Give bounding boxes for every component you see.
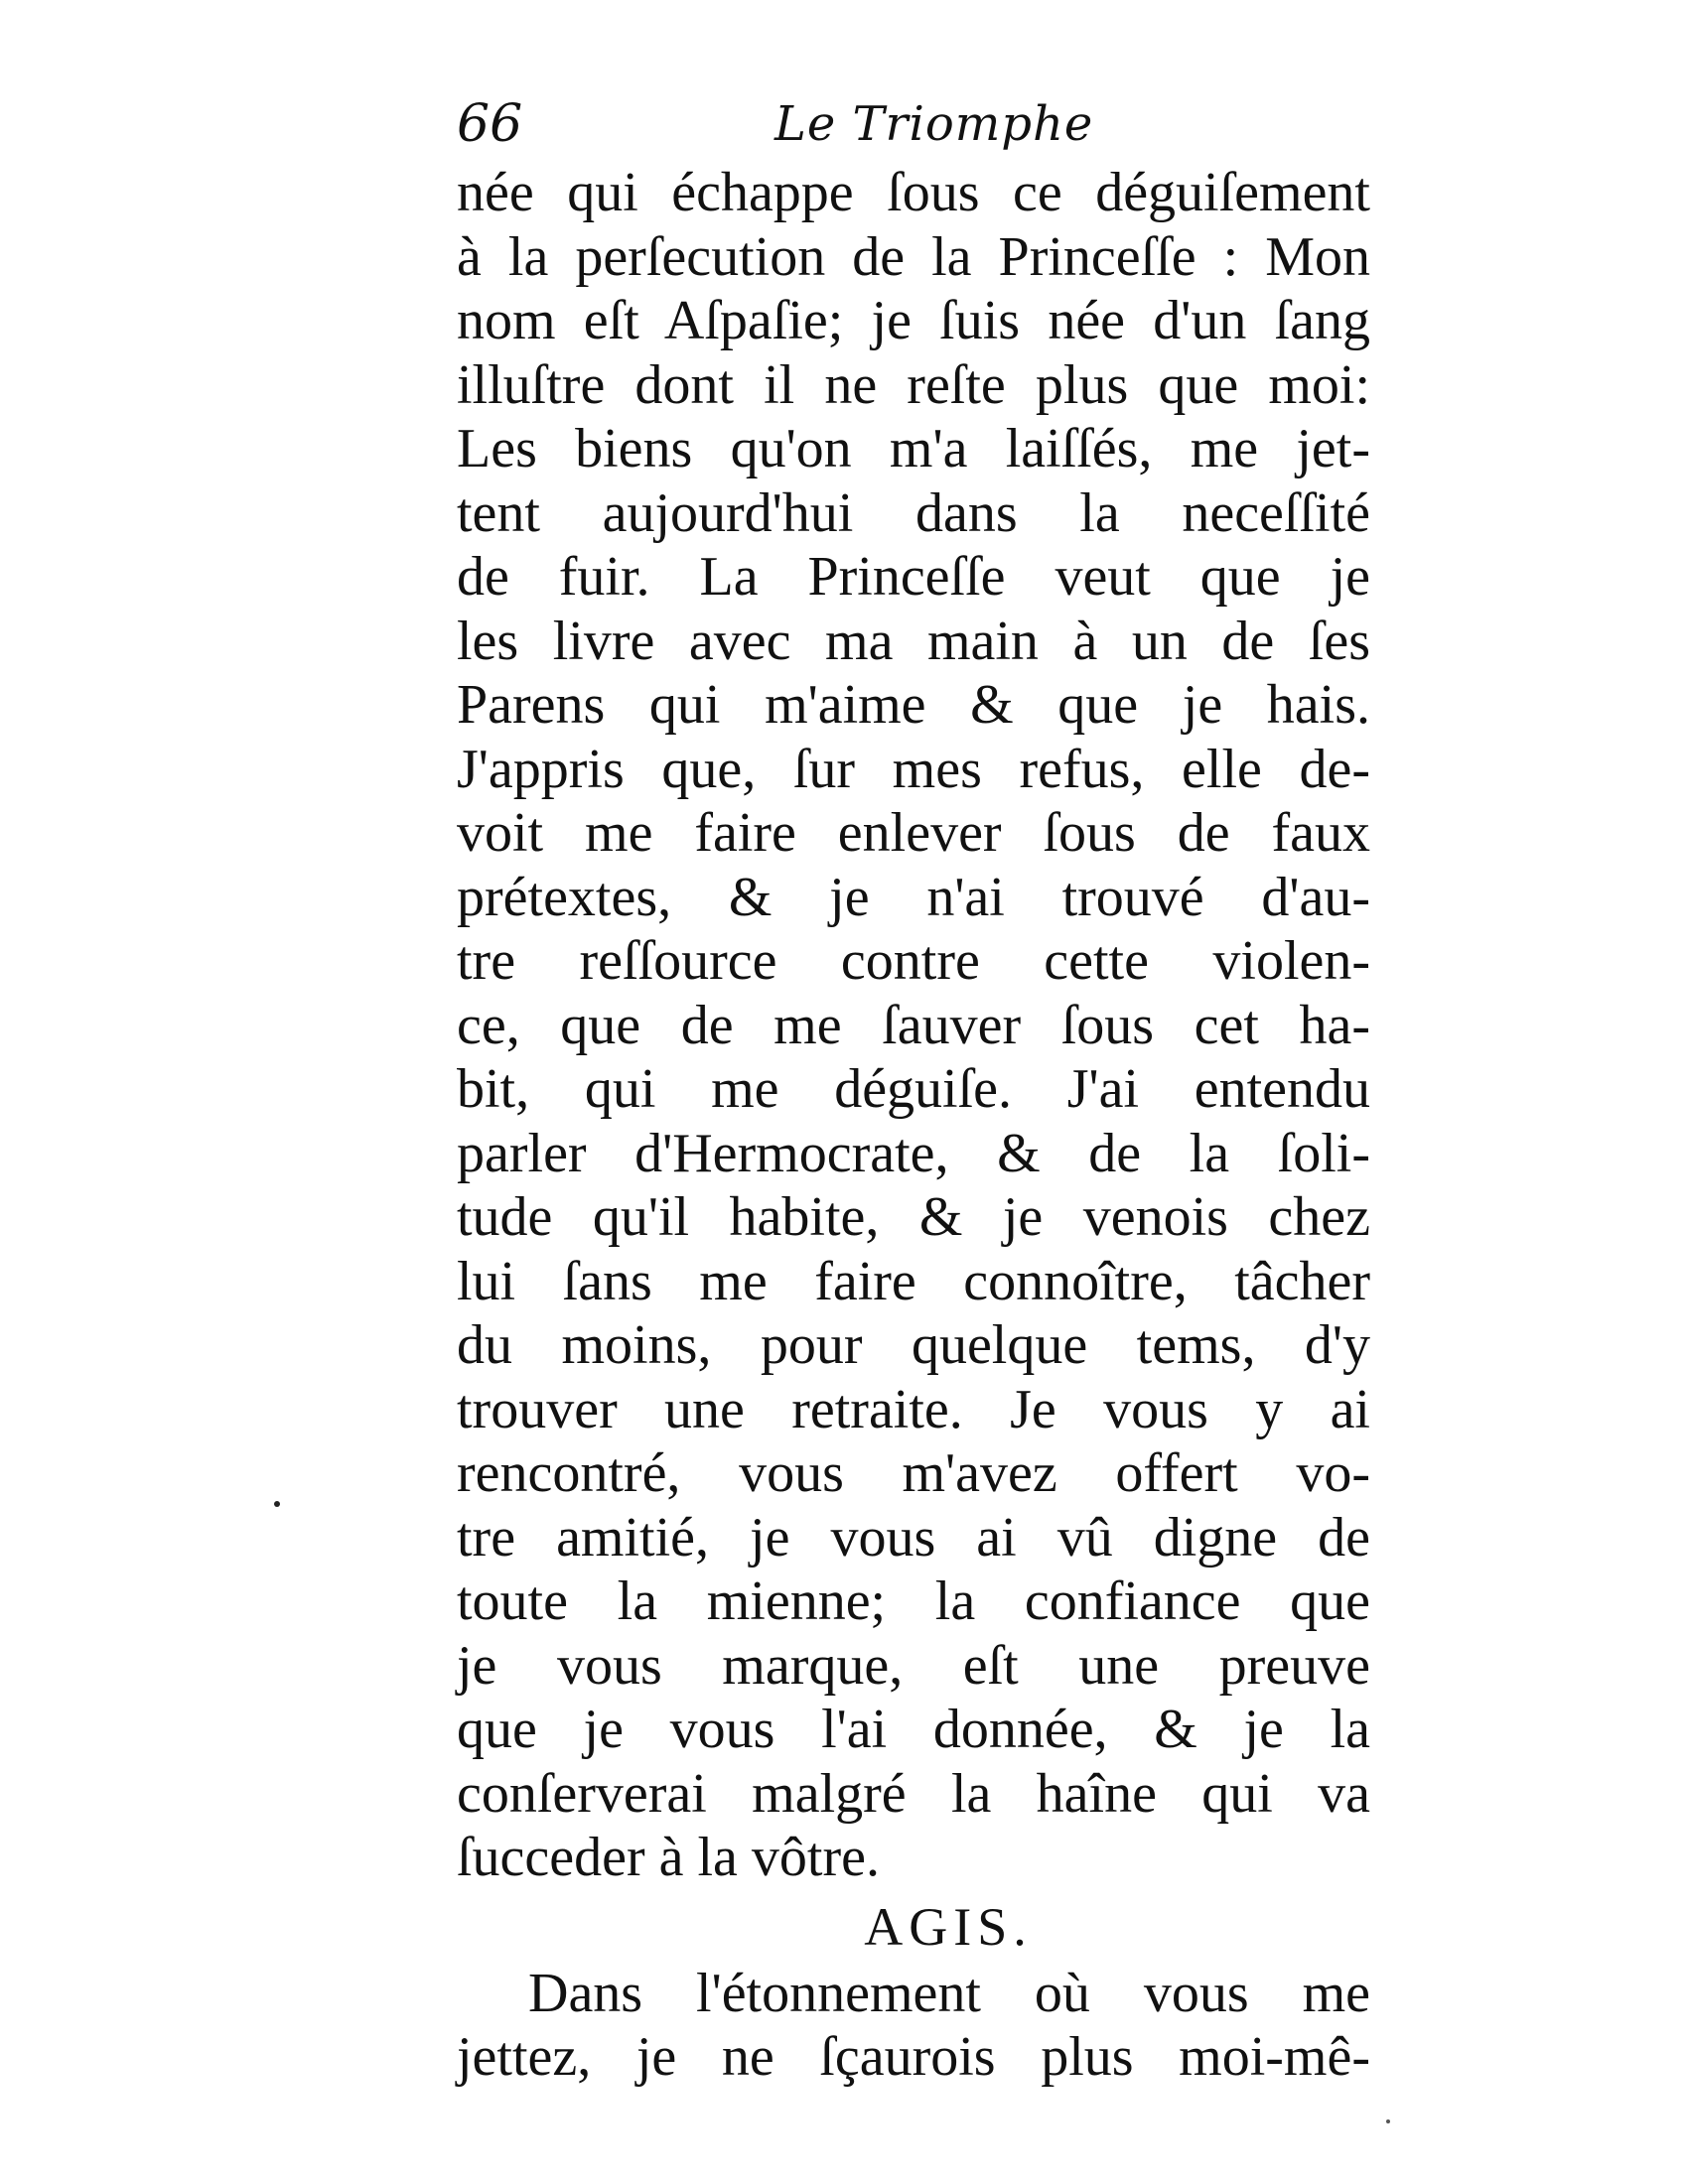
text-line: trouver une retraite. Je vous y ai: [457, 1378, 1370, 1440]
text-line: que je vous l'ai donnée, & je la: [457, 1699, 1370, 1760]
text-line: tent aujourd'hui dans la neceſſité: [457, 481, 1370, 544]
text-line: lui ſans me faire connoître, tâcher: [457, 1250, 1370, 1312]
text-line: tre amitié, je vous ai vû digne de: [457, 1506, 1370, 1569]
corner-speck: [1386, 2119, 1390, 2123]
body-paragraph: [457, 161, 1370, 1890]
margin-speck: [274, 1501, 280, 1507]
text-line: parler d'Hermocrate, & de la ſoli-: [457, 1122, 1370, 1184]
speech-paragraph: [457, 1962, 1370, 2090]
text-line: de fuir. La Princeſſe veut que je: [457, 546, 1370, 608]
text-line: je vous marque, eſt une preuve: [457, 1634, 1370, 1697]
running-title: Le Triomphe: [774, 96, 1094, 152]
text-line: jettez, je ne ſçaurois plus moi-mê-: [457, 2026, 1370, 2088]
text-line: les livre avec ma main à un de ſes: [457, 610, 1370, 672]
text-line: voit me faire enlever ſous de faux: [457, 802, 1370, 864]
text-line: Les biens qu'on m'a laiſſés, me jet-: [457, 418, 1370, 479]
text-line: J'appris que, ſur mes refus, elle de-: [457, 738, 1370, 800]
text-block: [457, 161, 1370, 2090]
text-line: prétextes, & je n'ai trouvé d'au-: [457, 866, 1370, 928]
text-line: toute la mienne; la confiance que: [457, 1570, 1370, 1632]
text-line: tre reſſource contre cette violen-: [457, 930, 1370, 992]
speaker-name: AGIS.: [864, 1896, 1033, 1957]
text-line: bit, qui me déguiſe. J'ai entendu: [457, 1058, 1370, 1120]
text-line: Dans l'étonnement où vous me: [528, 1962, 1370, 2024]
text-line: née qui échappe ſous ce déguiſement: [457, 162, 1370, 223]
text-line: illuſtre dont il ne reſte plus que moi:: [457, 353, 1370, 416]
text-line: tude qu'il habite, & je venois chez: [457, 1186, 1370, 1248]
text-line: du moins, pour quelque tems, d'y: [457, 1314, 1370, 1376]
text-line: conſerverai malgré la haîne qui va: [457, 1762, 1370, 1825]
text-line: nom eſt Aſpaſie; je ſuis née d'un ſang: [457, 290, 1370, 351]
page-header: [457, 94, 1370, 164]
text-line: Parens qui m'aime & que je hais.: [457, 674, 1370, 736]
text-line: rencontré, vous m'avez offert vo-: [457, 1442, 1370, 1504]
page-number: 66: [457, 94, 523, 154]
text-line: ſucceder à la vôtre.: [457, 1827, 880, 1888]
text-line: ce, que de me ſauver ſous cet ha-: [457, 994, 1370, 1056]
text-line: à la perſecution de la Princeſſe : Mon: [457, 225, 1370, 288]
